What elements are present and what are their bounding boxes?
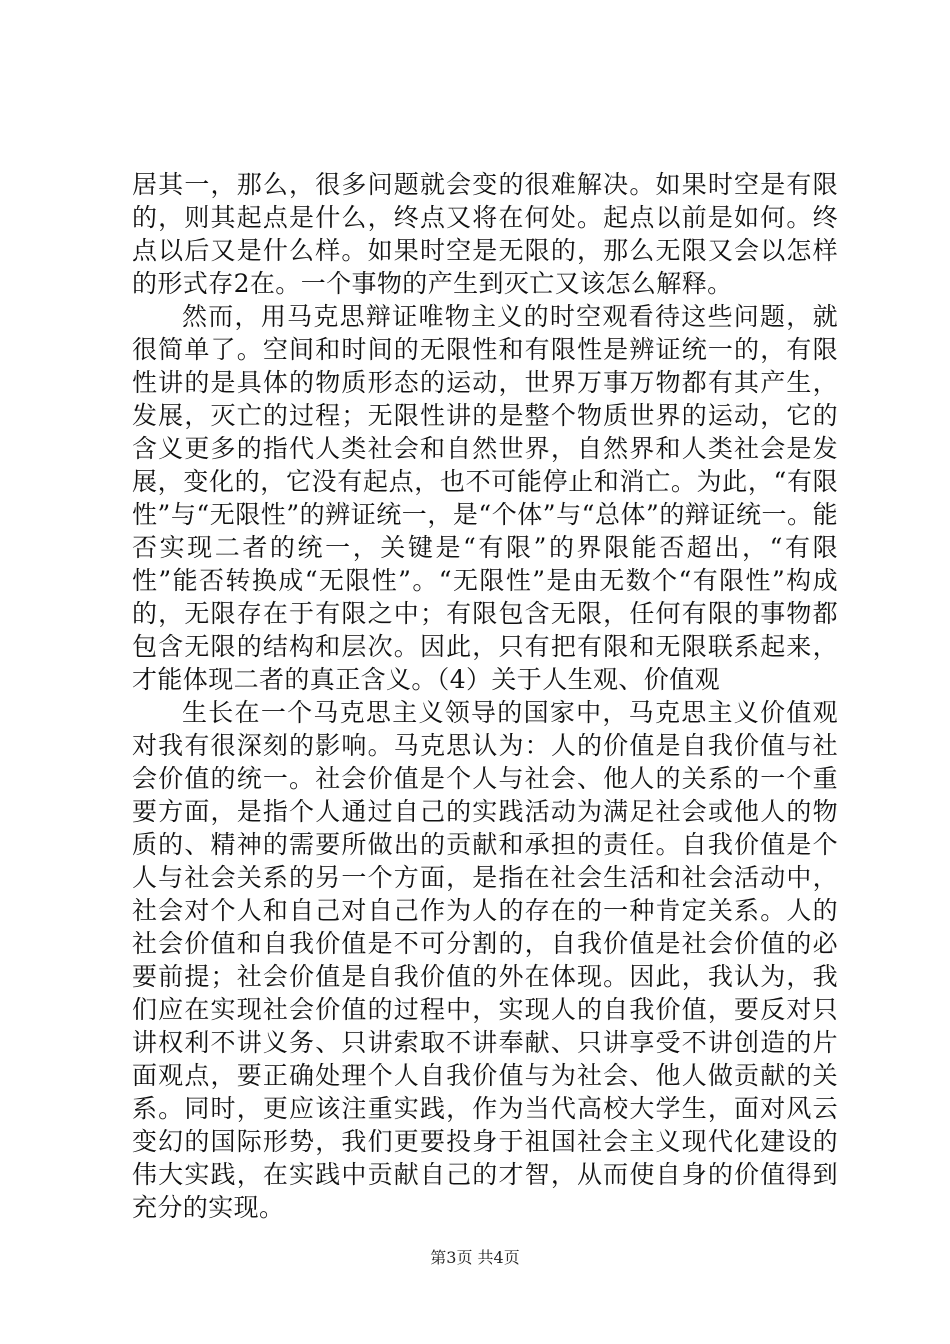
paragraph-values: 生长在一个马克思主义领导的国家中，马克思主义价值观对我有很深刻的影响。马克思认为：人的价值是自我价值与社会价值的统一。社会价值是个人与社会、他人的关系的一个重要方面，是指个人通过自己的实践活动为满足社会或他人的物质的、精神的需要所做出的贡献和承担的责任。自我价值是个人与社会关系的另一个方面，是指在社会生活和社会活动中，社会对个人和自己对自己作为人的存在的一种肯定关系。人的社会价值和自我价值是不可分割的，自我价值是社会价值的必要前提；社会价值是自我价值的外在体现。因此，我认为，我们应在实现社会价值的过程中，实现人的自我价值，要反对只讲权利不讲义务、只讲索取不讲奉献、只讲享受不讲创造的片面观点，要正确处理个人自我价值与为社会、他人做贡献的关系。同时，更应该注重实践，作为当代高校大学生，面对风云变幻的国际形势，我们更要投身于祖国社会主义现代化建设的伟大实践，在实践中贡献自己的才智，从而使自身的价值得到充分的实现。 [132, 698, 838, 1222]
paragraph-spacetime: 然而，用马克思辩证唯物主义的时空观看待这些问题，就很简单了。空间和时间的无限性和有限性是辨证统一的，有限性讲的是具体的物质形态的运动，世界万事万物都有其产生，发展，灭亡的过程；无限性讲的是整个物质世界的运动，它的含义更多的指代人类社会和自然世界，自然界和人类社会是发展，变化的，它没有起点，也不可能停止和消亡。为此，“有限性”与“无限性”的辨证统一，是“个体”与“总体”的辩证统一。能否实现二者的统一，关键是“有限”的界限能否超出，“有限性”能否转换成“无限性”。“无限性”是由无数个“有限性”构成的，无限存在于有限之中；有限包含无限，任何有限的事物都包含无限的结构和层次。因此，只有把有限和无限联系起来，才能体现二者的真正含义。（4）关于人生观、价值观 [132, 302, 838, 694]
document-body [132, 168, 838, 1224]
page-footer: 第3页 共4页 [430, 1248, 520, 1267]
paragraph-continuation: 居其一，那么，很多问题就会变的很难解决。如果时空是有限的，则其起点是什么，终点又将在何处。起点以前是如何。终点以后又是什么样。如果时空是无限的，那么无限又会以怎样的形式存2在。一个事物的产生到灭亡又该怎么解释。 [132, 170, 838, 298]
